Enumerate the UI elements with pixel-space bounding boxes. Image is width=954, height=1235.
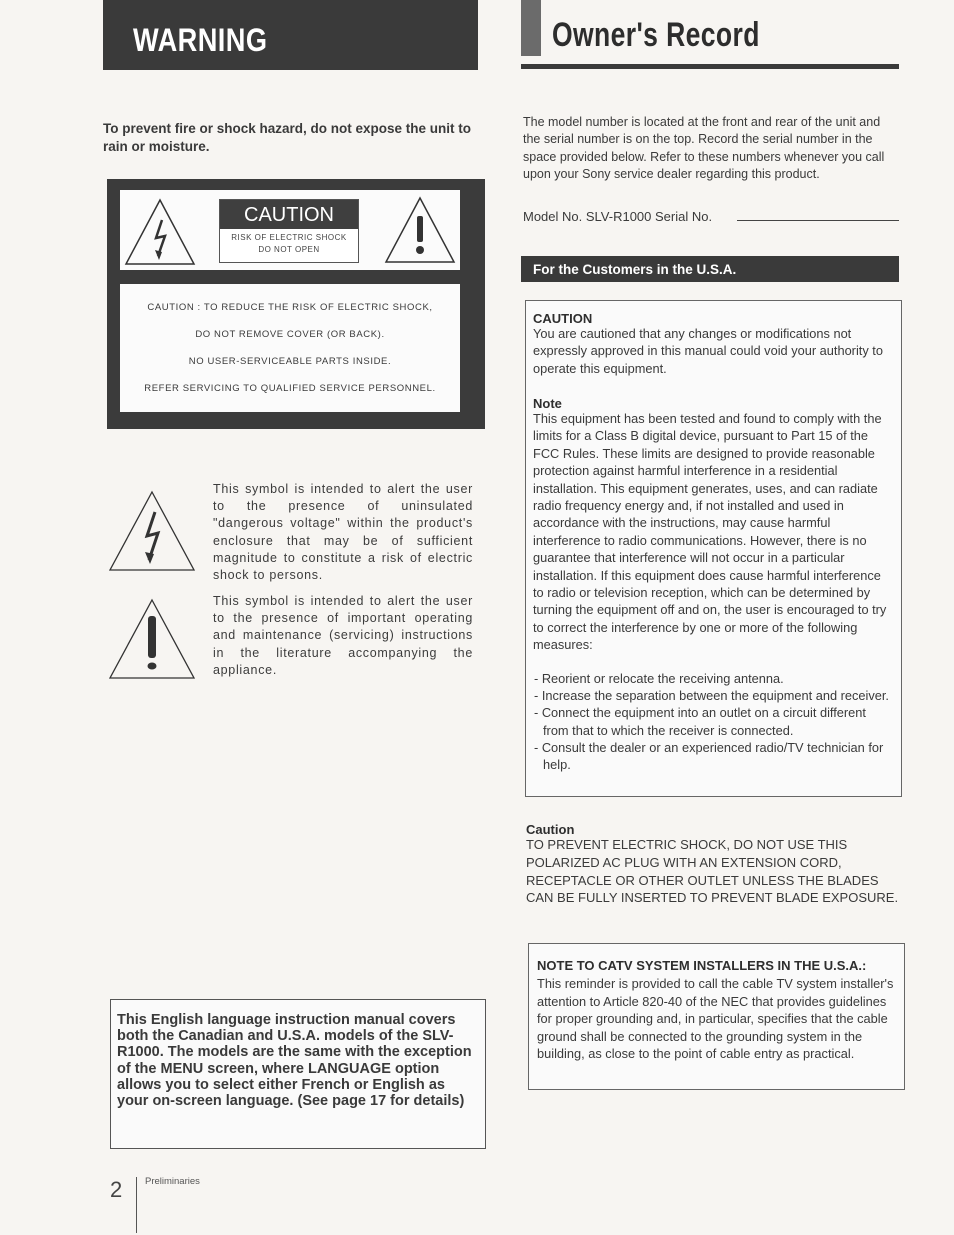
symbol-description: This symbol is intended to alert the user to the presence of important operating and maintenance (servicing) instructions in the literature accompanying the appliance. xyxy=(213,594,473,677)
lightning-triangle-icon xyxy=(124,198,196,266)
fcc-note-heading: Note xyxy=(533,396,562,411)
caution-label-line2: DO NOT OPEN xyxy=(258,245,320,254)
usa-section-title: For the Customers in the U.S.A. xyxy=(533,262,737,277)
fcc-caution-heading: CAUTION xyxy=(533,311,593,326)
owners-record-title: Owner's Record xyxy=(552,16,760,54)
title-marker xyxy=(521,0,541,56)
page-number: 2 xyxy=(110,1177,123,1202)
warning-text: To prevent fire or shock hazard, do not expose the unit to rain or moisture. xyxy=(103,121,472,154)
language-note: This English language instruction manual covers both the Canadian and U.S.A. models of the SLV-R1000. The models are the same with the exception of the MENU screen, where LANGUAGE option allows you to select either French or English as your on-screen language. (See page 17 for details) xyxy=(117,1012,472,1110)
fcc-note-text: This equipment has been tested and found to comply with the limits for a Class B digital device, pursuant to Part 15 of the FCC Rules. These limits are designed to provide reasonable protection against harmful interference in a residential installation. This equipment generates, uses, and can radiate radio frequency energy and, if not installed and used in accordance with the instructions, may cause harmful interference to radio communications. However, there is no guarantee that interference will not occur in a particular installation. If this equipment does cause harmful interference to radio or television reception, which can be determined by turning the equipment off and on, the user is encouraged to try to correct the interference by one or more of the following measures: xyxy=(533,411,887,653)
model-serial-line: Model No. SLV-R1000 Serial No. xyxy=(523,209,713,224)
fcc-caution-text: You are cautioned that any changes or modifications not expressly approved in this manual could void your authority to operate this equipment. xyxy=(533,326,883,376)
exclamation-triangle-icon xyxy=(108,598,196,680)
warning-banner xyxy=(103,0,478,70)
symbol-description: This symbol is intended to alert the user to the presence of uninsulated "dangerous voltage" within the product's enclosure that may be of sufficient magnitude to constitute a risk of electric shock to persons. xyxy=(213,482,473,583)
section-label: Preliminaries xyxy=(145,1176,200,1187)
warning-title: WARNING xyxy=(133,22,268,58)
caution-notice-line: NO USER-SERVICEABLE PARTS INSIDE. xyxy=(188,356,392,367)
caution-notice-line: CAUTION : TO REDUCE THE RISK OF ELECTRIC SHOCK, xyxy=(147,302,433,313)
owners-record-body: The model number is located at the front and rear of the unit and the serial number is on the top. Record the serial number in the space provided below. Refer to these numbers whenever you call upon your Sony service dealer regarding this product. xyxy=(523,115,885,181)
lightning-triangle-icon xyxy=(108,490,196,572)
list-item: - Increase the separation between the equipment and receiver. xyxy=(534,688,889,704)
caution-notice-line: REFER SERVICING TO QUALIFIED SERVICE PERSONNEL. xyxy=(144,383,436,394)
fcc-measures-list xyxy=(534,670,890,773)
list-item: - Reorient or relocate the receiving antenna. xyxy=(534,671,784,686)
caution-label-sub xyxy=(220,232,358,256)
plug-caution-text: TO PREVENT ELECTRIC SHOCK, DO NOT USE THIS POLARIZED AC PLUG WITH AN EXTENSION CORD, RECEPTACLE OR OTHER OUTLET UNLESS THE BLADES CAN BE FULLY INSERTED TO PREVENT BLADE EXPOSURE. xyxy=(526,837,899,906)
exclamation-triangle-icon xyxy=(384,196,456,264)
list-item: - Consult the dealer or an experienced radio/TV technician for help. xyxy=(534,739,884,773)
caution-label-line1: RISK OF ELECTRIC SHOCK xyxy=(231,233,347,242)
catv-text: This reminder is provided to call the cable TV system installer's attention to Article 820-40 of the NEC that provides guidelines for proper grounding and, in particular, specifies that the cable ground shall be connected to the grounding system in the building, as close to the point of cable entry as practical. xyxy=(537,976,894,1062)
caution-label-heading: CAUTION xyxy=(220,200,358,229)
list-item: - Connect the equipment into an outlet on a circuit different from that to which the receiver is connected. xyxy=(534,705,866,738)
catv-heading: NOTE TO CATV SYSTEM INSTALLERS IN THE U.S.A.: xyxy=(537,958,867,973)
usa-section-bar xyxy=(521,256,899,282)
caution-notice-line: DO NOT REMOVE COVER (OR BACK). xyxy=(195,329,385,340)
plug-caution-heading: Caution xyxy=(526,822,575,837)
footer-rule xyxy=(136,1177,137,1233)
serial-number-blank xyxy=(737,220,899,221)
title-rule xyxy=(521,64,899,69)
